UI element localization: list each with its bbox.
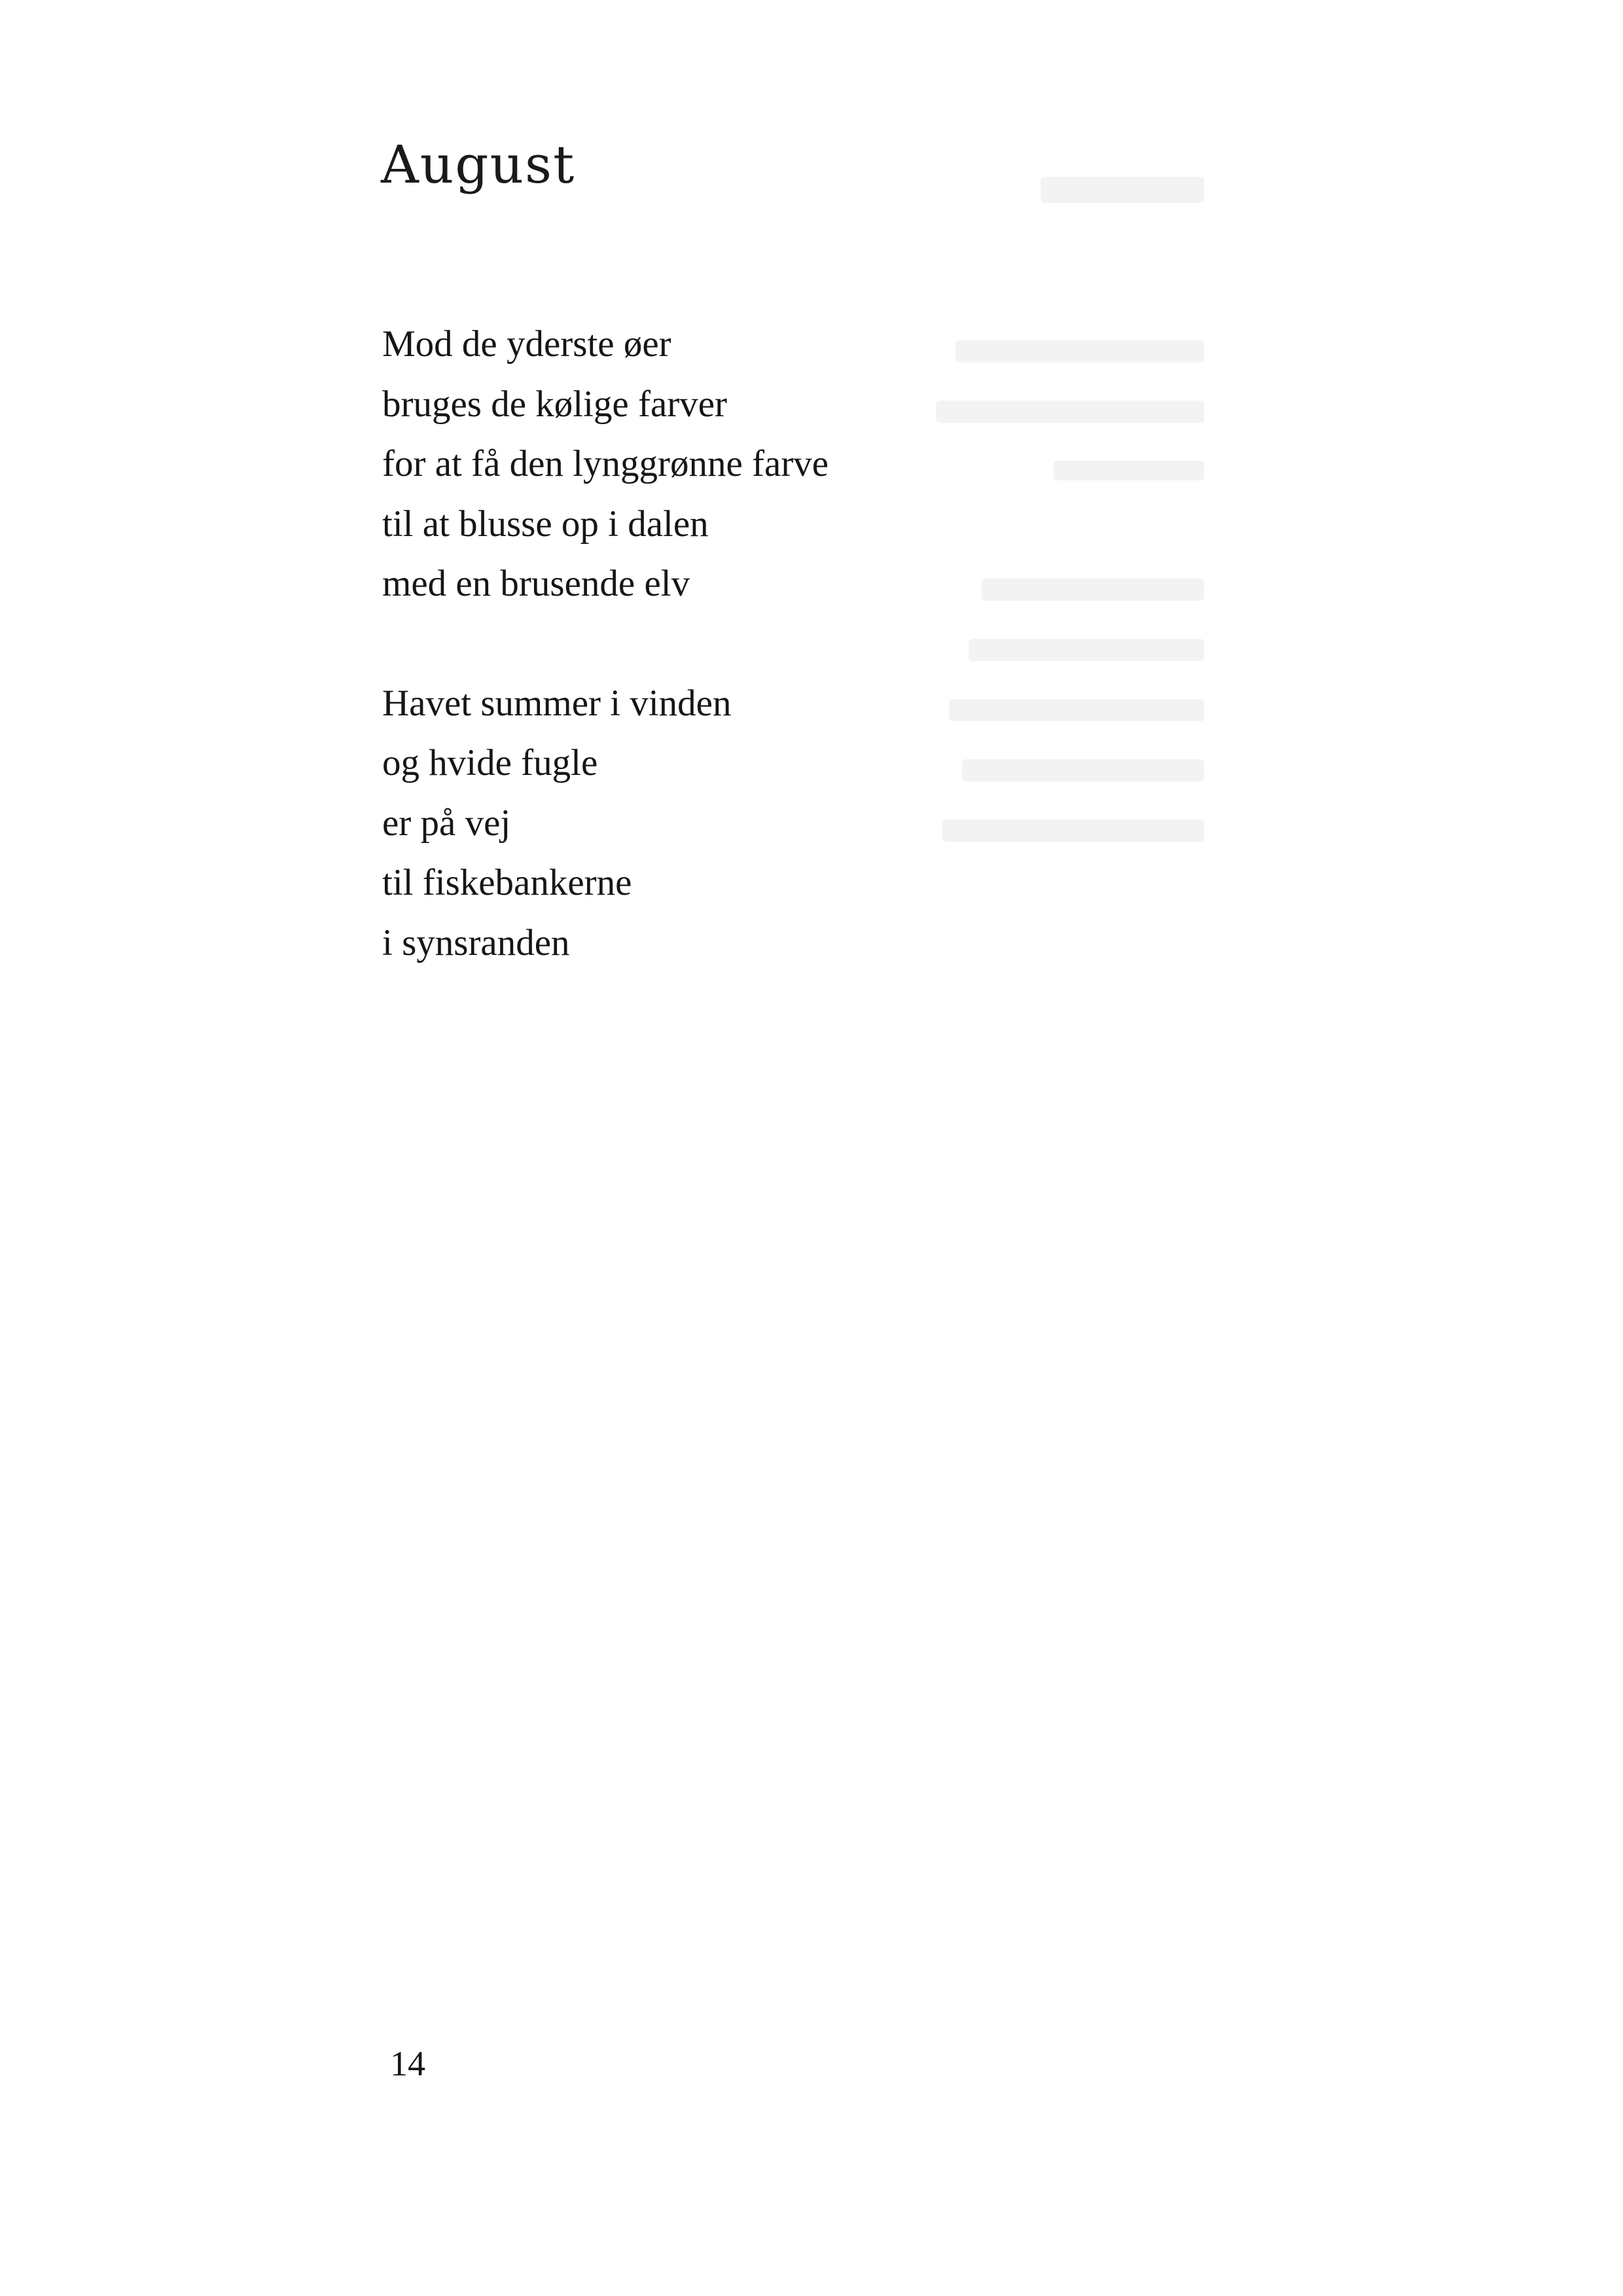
poem-line: til at blusse op i dalen [382, 503, 709, 545]
poem-title: August [381, 134, 576, 195]
stanza [382, 673, 1168, 973]
poem-line: Havet summer i vinden [382, 682, 732, 724]
poem-line: Mod de yderste øer [382, 323, 671, 365]
poem-line: er på vej [382, 802, 511, 844]
poem-line: og hvide fugle [382, 742, 598, 783]
poem-line: bruges de kølige farver [382, 383, 728, 425]
poem-line: i synsranden [382, 922, 570, 963]
poem-line: til fiskebankerne [382, 862, 632, 903]
poem-line: med en brusende elv [382, 563, 690, 604]
stanza [382, 314, 1168, 614]
poem-body [382, 314, 1168, 1032]
poem-line: for at få den lynggrønne farve [382, 443, 829, 484]
show-through-mark [1041, 177, 1204, 203]
page-number: 14 [390, 2044, 425, 2083]
